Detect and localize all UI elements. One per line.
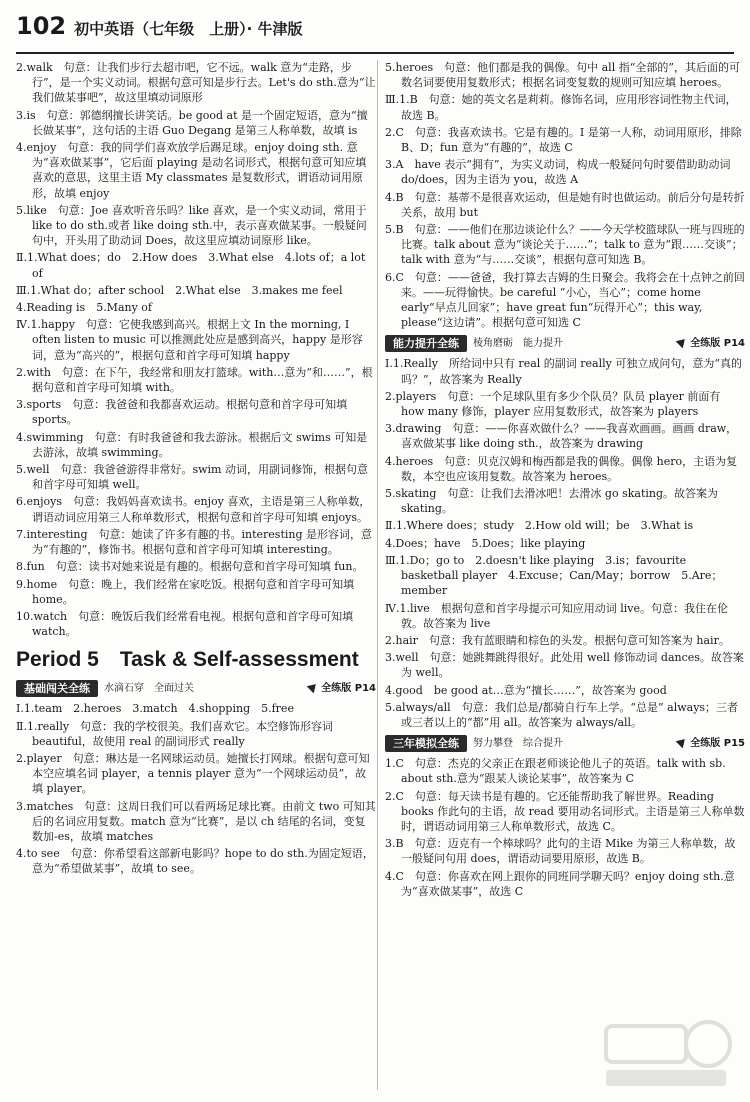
section-subtitle: 水滴石穿 全面过关: [104, 682, 194, 694]
right-column: [385, 60, 745, 1090]
section-band: [16, 679, 376, 697]
section-badge: 三年模拟全练: [385, 735, 467, 752]
answer-item: 2.hair 句意：我有蓝眼睛和棕色的头发。根据句意可知答案为 hair。: [385, 633, 730, 647]
answer-item: 3.A have 表示“拥有”，为实义动词，构成一般疑问句时要借助助动词 do/does，因为主语为 you，故选 A: [385, 158, 731, 187]
answer-item: Ⅳ.1.live 根据句意和首字母提示可知应用动词 live。句意：我住在伦敦。故答案为 live: [385, 601, 728, 630]
answer-item: 4.B 句意：基蒂不是很喜欢运动，但是她有时也做运动。前后分句是转折关系，故用 but: [385, 190, 745, 219]
arrow-icon: [676, 335, 689, 348]
answer-item: 5.well 句意：我爸爸游得非常好。swim 动词，用副词修饰，根据句意和首字母可知填 well。: [16, 463, 368, 492]
answer-item: 2.C 句意：我喜欢读书。它是有趣的。I 是第一人称，动词用原形，排除 B、D；fun 意为“有趣的”，故选 C: [385, 125, 742, 155]
answer-item: 5.B 句意：——他们在那边谈论什么？——今天学校篮球队一班与四班的比赛。talk about 意为“谈论关于……”；talk to 意为“跟……交谈”；talk with 意为“与……交谈”，根据句意可知选 B。: [385, 223, 745, 267]
answer-item: 3.B 句意：迈克有一个棒球吗？此句的主语 Mike 为第三人称单数，故一般疑问句用 does，谓语动词要用原形，故选 B。: [385, 837, 736, 866]
page-reference: [677, 736, 745, 751]
page-header: [16, 12, 734, 54]
answer-item: 9.home 句意：晚上，我们经常在家吃饭。根据句意和首字母可知填 home。: [16, 577, 355, 606]
answer-item: Ⅱ.1.really 句意：我的学校很美。我们喜欢它。本空修饰形容词 beautiful，故使用 real 的副词形式 really: [16, 719, 334, 748]
answer-item: Ⅰ.1.team 2.heroes 3.match 4.shopping 5.free: [16, 702, 294, 716]
answer-item: Ⅲ.1.Do；go to 2.doesn't like playing 3.is；favourite basketball player 4.Excuse；Can/May；borrow 5.Are；member: [385, 553, 723, 598]
answer-item: 2.with 句意：在下午，我经常和朋友打篮球。with…意为“和……”，根据句意和首字母可知填 with。: [16, 365, 373, 395]
section-badge: 能力提升全练: [385, 335, 467, 352]
page-number: 102: [16, 12, 67, 40]
answer-item: 5.always/all 句意：我们总是/都骑自行车上学。“总是” always；三者或三者以上的“都”用 all。故答案为 always/all。: [385, 700, 739, 729]
arrow-icon: [307, 680, 320, 693]
arrow-icon: [676, 735, 689, 748]
answer-item: 2.walk 句意：让我们步行去超市吧，它不远。walk 意为“走路，步行”，是一个实义动词。根据句意可知是步行去。Let's do sth.意为“让我们做某事吧”，故这里填动词原形: [16, 61, 376, 105]
answer-item: 2.players 句意：一个足球队里有多少个队员？队员 player 前面有 how many 修饰，player 应用复数形式，故答案为 players: [385, 389, 721, 419]
answer-item: 2.C 句意：每天读书是有趣的。它还能帮助我了解世界。Reading books 作此句的主语，故 read 要用动名词形式。主语是第三人称单数时，谓语动词用第三人称单数形式，故选 C。: [385, 789, 745, 833]
answer-item: 3.drawing 句意：——你喜欢做什么？——我喜欢画画。画画 draw，喜欢做某事 like doing sth.，故答案为 drawing: [385, 422, 738, 451]
page-reference-text: 全练版 P14: [321, 682, 376, 694]
page-reference: [677, 336, 745, 351]
section-subtitle: 努力攀登 综合提升: [473, 737, 563, 749]
book-title: 初中英语（七年级 上册）· 牛津版: [74, 20, 303, 38]
answer-item: 4.C 句意：你喜欢在网上跟你的同班同学聊天吗？enjoy doing sth.意为“喜欢做某事”，故选 C: [385, 869, 735, 898]
page-reference-text: 全练版 P14: [690, 337, 745, 349]
answer-item: 6.enjoys 句意：我妈妈喜欢读书。enjoy 喜欢，主语是第三人称单数，谓语动词应用第三人称单数形式，根据句意和首字母可知填 enjoys。: [16, 495, 371, 524]
page-reference: [308, 681, 376, 696]
answer-item: 4.heroes 句意：贝克汉姆和梅西都是我的偶像。偶像 hero，主语为复数，本空也应该用复数。故答案为 heroes。: [385, 454, 738, 483]
answer-item: Ⅲ.1.B 句意：她的英文名是莉莉。修饰名词，应用形容词性物主代词，故选 B。: [385, 93, 737, 122]
answer-item: 4.enjoy 句意：我的同学们喜欢放学后踢足球。enjoy doing sth. 意为“喜欢做某事”，它后面 playing 是动名词形式，根据句意可知应填喜欢的意思，这里主语 My classmates 是复数形式，谓语动词用原形，故填 enjoy: [16, 141, 367, 200]
answer-item: 5.skating 句意：让我们去滑冰吧！去滑冰 go skating。故答案为 skating。: [385, 487, 719, 516]
answer-item: 5.heroes 句意：他们都是我的偶像。句中 all 指“全部的”，其后面的可数名词要使用复数形式；根据名词变复数的规则可知应填 heroes。: [385, 61, 740, 90]
answer-item: 4.swimming 句意：有时我爸爸和我去游泳。根据后文 swims 可知是去游泳，故填 swimming。: [16, 430, 368, 459]
section-band: [385, 334, 745, 352]
answer-item: Ⅰ.1.Really 所给词中只有 real 的副词 really 可独立成问句，意为“真的吗？”，故答案为 Really: [385, 357, 742, 386]
answer-item: 3.matches 句意：这周日我们可以看两场足球比赛。由前文 two 可知其后的名词应用复数。match 意为“比赛”，是以 ch 结尾的名词，变复数加-es，故填 matches: [16, 799, 376, 843]
answer-item: 3.well 句意：她跳舞跳得很好。此处用 well 修饰动词 dances。故答案为 well。: [385, 651, 744, 680]
page-reference-text: 全练版 P15: [690, 737, 745, 749]
answer-item: 2.player 句意：琳达是一名网球运动员。她擅长打网球。根据句意可知本空应填名词 player，a tennis player 意为“一个网球运动员”，故填 player。: [16, 751, 370, 796]
answer-item: 7.interesting 句意：她读了许多有趣的书。interesting 是形容词，意为“有趣的”，修饰书。根据句意和首字母可知填 interesting。: [16, 527, 373, 557]
section-band: [385, 734, 745, 752]
section-badge: 基础闯关全练: [16, 680, 98, 697]
answer-item: Ⅱ.1.Where does；study 2.How old will；be 3.What is: [385, 519, 694, 533]
answer-item: 8.fun 句意：读书对她来说是有趣的。根据句意和首字母可知填 fun。: [16, 560, 364, 574]
answer-item: 6.C 句意：——爸爸，我打算去吉姆的生日聚会。我将会在十点钟之前回来。——玩得愉快。be careful “小心，当心”；come home early“早点儿回家”；have great fun“玩得开心”；this way, please“这边请”。根据句意可知选 C: [385, 270, 745, 330]
answer-item: 10.watch 句意：晚饭后我们经常看电视。根据句意和首字母可知填 watch。: [16, 609, 354, 639]
column-divider: [377, 60, 378, 1090]
answer-item: 4.Does；have 5.Does；like playing: [385, 536, 586, 550]
answer-item: 4.to see 句意：你希望看这部新电影吗？hope to do sth.为固定短语，意为“希望做某事”，故填 to see。: [16, 847, 374, 876]
answer-item: 4.Reading is 5.Many of: [16, 301, 152, 315]
answer-item: 4.good be good at…意为“擅长……”，故答案为 good: [385, 683, 667, 697]
answer-item: 3.is 句意：郭德纲擅长讲笑话。be good at 是一个固定短语，意为“擅长做某事”，这句话的主语 Guo Degang 是第三人称单数，故填 is: [16, 108, 368, 137]
answer-item: Ⅳ.1.happy 句意：它使我感到高兴。根据上文 In the morning, I often listen to music 可以推测此处应是感到高兴，happy 是形容词，意为“高兴的”，根据句意和首字母可知填 happy: [16, 318, 363, 362]
answer-item: 1.C 句意：杰克的父亲正在跟老师谈论他儿子的英语。talk with sb. about sth.意为“跟某人谈论某事”，故答案为 C: [385, 757, 726, 786]
answer-item: Ⅱ.1.What does；do 2.How does 3.What else 4.lots of；a lot of: [16, 251, 366, 280]
watermark-logo: [596, 1014, 736, 1094]
answer-item: Ⅲ.1.What do；after school 2.What else 3.makes me feel: [16, 283, 343, 297]
left-column: [16, 60, 376, 1090]
section-subtitle: 棱角磨砺 能力提升: [473, 337, 563, 349]
answer-item: 5.like 句意：Joe 喜欢听音乐吗？like 喜欢，是一个实义动词，常用于 like to do sth.或者 like doing sth.中，表示喜欢做某事。一般疑问句中，开头用了助动词 Does，故这里应填动词原形 like。: [16, 203, 367, 248]
answer-item: 3.sports 句意：我爸爸和我都喜欢运动。根据句意和首字母可知填 sports。: [16, 398, 348, 427]
period-heading: Period 5 Task & Self-assessment: [16, 648, 359, 672]
